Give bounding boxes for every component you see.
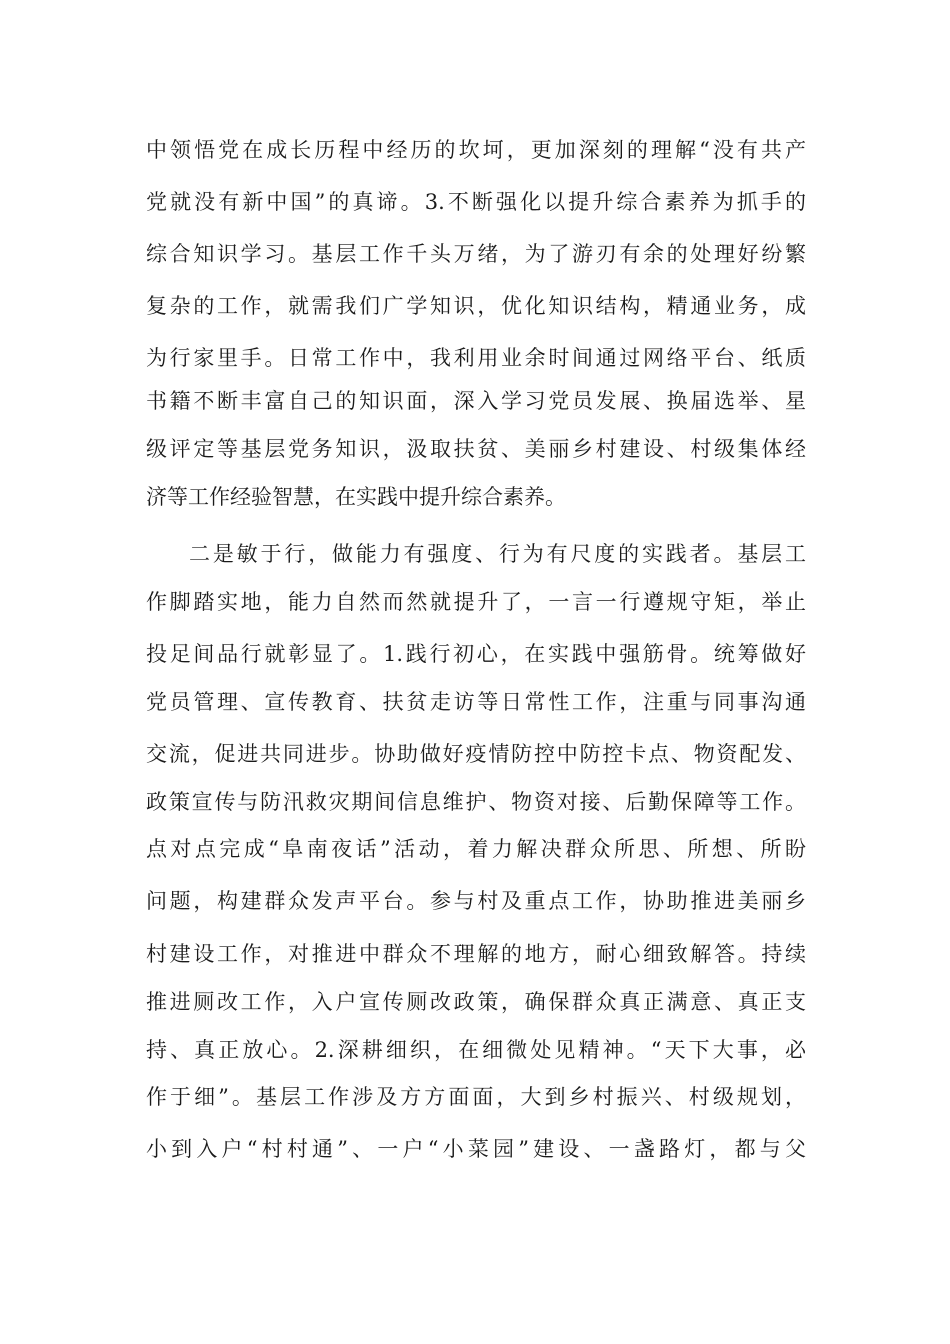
text-line-11: 投足间品行就彰显了。1.践行初心，在实践中强筋骨。统筹做好 — [146, 642, 806, 666]
text-line-12: 党员管理、宣传教育、扶贫走访等日常性工作，注重与同事沟通 — [146, 690, 806, 714]
text-line-2: 党就没有新中国”的真谛。3.不断强化以提升综合素养为抓手的 — [146, 190, 806, 214]
text-line-10: 作脚踏实地，能力自然而然就提升了，一言一行遵规守矩，举止 — [146, 590, 806, 614]
text-line-8: 济等工作经验智慧，在实践中提升综合素养。 — [146, 485, 566, 509]
text-line-1: 中领悟党在成长历程中经历的坎坷，更加深刻的理解“没有共产 — [146, 138, 806, 162]
text-line-5: 为行家里手。日常工作中，我利用业余时间通过网络平台、纸质 — [146, 346, 806, 370]
text-line-6: 书籍不断丰富自己的知识面，深入学习党员发展、换届选举、星 — [146, 389, 806, 413]
text-line-7: 级评定等基层党务知识，汲取扶贫、美丽乡村建设、村级集体经 — [146, 437, 806, 461]
text-line-18: 推进厕改工作，入户宣传厕改政策，确保群众真正满意、真正支 — [146, 990, 806, 1014]
text-line-14: 政策宣传与防汛救灾期间信息维护、物资对接、后勤保障等工作。 — [146, 790, 806, 814]
text-line-16: 问题，构建群众发声平台。参与村及重点工作，协助推进美丽乡 — [146, 889, 806, 913]
text-line-19: 持、真正放心。2.深耕细织，在细微处见精神。“天下大事，必 — [146, 1038, 806, 1062]
text-line-9: 二是敏于行，做能力有强度、行为有尺度的实践者。基层工 — [189, 542, 806, 566]
text-line-17: 村建设工作，对推进中群众不理解的地方，耐心细致解答。持续 — [146, 942, 806, 966]
text-line-4: 复杂的工作，就需我们广学知识，优化知识结构，精通业务，成 — [146, 294, 806, 318]
text-line-15: 点对点完成“阜南夜话”活动，着力解决群众所思、所想、所盼 — [146, 837, 806, 861]
text-line-20: 作于细”。基层工作涉及方方面面，大到乡村振兴、村级规划， — [146, 1085, 806, 1109]
text-line-13: 交流，促进共同进步。协助做好疫情防控中防控卡点、物资配发、 — [146, 742, 806, 766]
text-line-3: 综合知识学习。基层工作千头万绪，为了游刃有余的处理好纷繁 — [146, 242, 806, 266]
text-line-21: 小到入户“村村通”、一户“小菜园”建设、一盏路灯，都与父 — [146, 1137, 806, 1161]
